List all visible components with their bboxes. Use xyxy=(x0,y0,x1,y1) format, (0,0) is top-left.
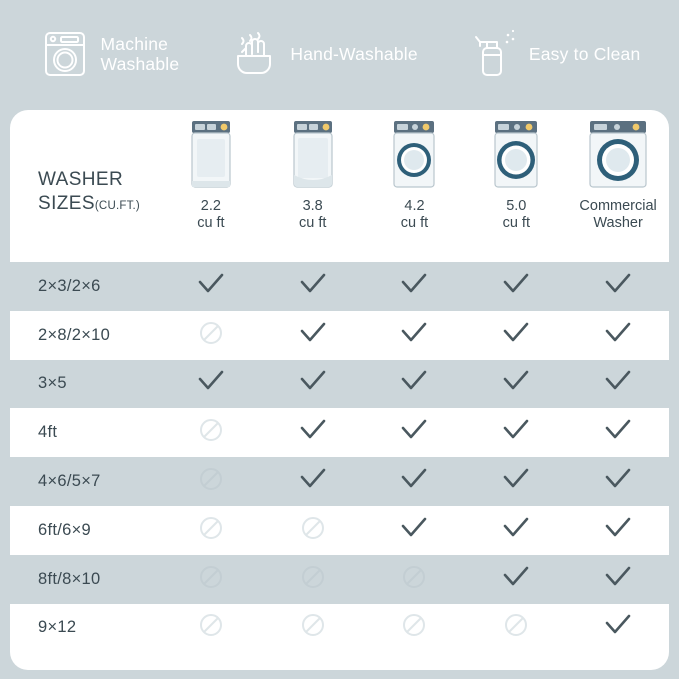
row-label: 8ft/8×10 xyxy=(38,569,101,588)
check-icon xyxy=(503,517,529,544)
no-entry-icon xyxy=(301,516,325,545)
row-cells xyxy=(160,262,669,311)
no-entry-icon xyxy=(199,321,223,350)
cell-not-available xyxy=(262,506,364,555)
feature-label: Hand-Washable xyxy=(290,43,418,64)
cell-not-available xyxy=(262,604,364,653)
check-icon xyxy=(198,370,224,397)
no-entry-icon xyxy=(301,565,325,594)
cell-check xyxy=(465,457,567,506)
column-header-label: 3.8 cu ft xyxy=(298,198,327,232)
cell-not-available xyxy=(364,604,466,653)
check-icon xyxy=(605,419,631,446)
cell-not-available xyxy=(160,604,262,653)
check-icon xyxy=(503,273,529,300)
cell-check xyxy=(364,262,466,311)
cell-check xyxy=(465,555,567,604)
check-icon xyxy=(503,370,529,397)
cell-not-available xyxy=(160,311,262,360)
cell-not-available xyxy=(465,604,567,653)
cell-check xyxy=(567,555,669,604)
row-label: 2×3/2×6 xyxy=(38,276,101,295)
table-corner-title: WASHER SIZES(CU.FT.) xyxy=(38,169,140,214)
cell-check xyxy=(567,311,669,360)
cell-check xyxy=(465,262,567,311)
spray-bottle-icon xyxy=(467,26,519,82)
row-cells xyxy=(160,555,669,604)
cell-not-available xyxy=(364,555,466,604)
cell-not-available xyxy=(262,555,364,604)
check-icon xyxy=(503,419,529,446)
cell-check xyxy=(160,360,262,409)
cell-check xyxy=(364,360,466,409)
check-icon xyxy=(300,370,326,397)
cell-check xyxy=(567,262,669,311)
cell-check xyxy=(567,506,669,555)
row-cells xyxy=(160,604,669,653)
cell-not-available xyxy=(160,408,262,457)
cell-check xyxy=(262,457,364,506)
cell-check xyxy=(364,408,466,457)
check-icon xyxy=(605,614,631,641)
cell-check xyxy=(364,457,466,506)
check-icon xyxy=(503,468,529,495)
cell-check xyxy=(160,262,262,311)
washer-size-table-card xyxy=(10,110,669,670)
no-entry-icon xyxy=(301,613,325,642)
row-cells xyxy=(160,506,669,555)
row-label: 4×6/5×7 xyxy=(38,472,101,491)
table-row xyxy=(10,262,669,311)
check-icon xyxy=(300,273,326,300)
feature-label: Machine Washable xyxy=(100,33,180,74)
top-load-washer-icon xyxy=(282,115,344,193)
check-icon xyxy=(401,419,427,446)
column-headers xyxy=(160,110,669,262)
no-entry-icon xyxy=(199,613,223,642)
check-icon xyxy=(401,468,427,495)
row-label: 4ft xyxy=(38,423,58,442)
row-label: 6ft/6×9 xyxy=(38,520,92,539)
no-entry-icon xyxy=(199,516,223,545)
cell-not-available xyxy=(160,457,262,506)
no-entry-icon xyxy=(402,565,426,594)
no-entry-icon xyxy=(402,613,426,642)
row-label: 3×5 xyxy=(38,374,67,393)
table-row xyxy=(10,408,669,457)
column-header-3-8 xyxy=(262,110,364,262)
table-header xyxy=(10,110,669,262)
cell-check xyxy=(262,360,364,409)
cell-check xyxy=(364,311,466,360)
cell-check xyxy=(262,262,364,311)
feature-easy-to-clean xyxy=(467,26,641,82)
check-icon xyxy=(401,370,427,397)
column-header-5-0 xyxy=(465,110,567,262)
cell-not-available xyxy=(160,506,262,555)
column-header-4-2 xyxy=(364,110,466,262)
check-icon xyxy=(300,419,326,446)
hand-wash-icon xyxy=(228,26,280,82)
table-row xyxy=(10,360,669,409)
cell-check xyxy=(364,506,466,555)
check-icon xyxy=(503,566,529,593)
check-icon xyxy=(605,468,631,495)
cell-check xyxy=(567,360,669,409)
row-label: 2×8/2×10 xyxy=(38,325,111,344)
cell-check xyxy=(465,506,567,555)
column-header-label: 4.2 cu ft xyxy=(400,198,429,232)
cell-check xyxy=(465,408,567,457)
commercial-washer-icon xyxy=(580,115,656,193)
check-icon xyxy=(198,273,224,300)
no-entry-icon xyxy=(504,613,528,642)
column-header-2-2 xyxy=(160,110,262,262)
table-row xyxy=(10,555,669,604)
table-row xyxy=(10,311,669,360)
check-icon xyxy=(503,322,529,349)
check-icon xyxy=(401,322,427,349)
check-icon xyxy=(605,517,631,544)
cell-check xyxy=(465,360,567,409)
table-body xyxy=(10,262,669,670)
row-cells xyxy=(160,457,669,506)
column-header-label: 2.2 cu ft xyxy=(197,198,225,232)
column-header-commercial xyxy=(567,110,669,262)
row-cells xyxy=(160,360,669,409)
cell-check xyxy=(567,457,669,506)
cell-check xyxy=(262,311,364,360)
table-row xyxy=(10,506,669,555)
column-header-label: 5.0 cu ft xyxy=(502,198,530,232)
feature-label: Easy to Clean xyxy=(528,43,641,64)
table-row xyxy=(10,604,669,653)
no-entry-icon xyxy=(199,467,223,496)
row-cells xyxy=(160,408,669,457)
top-load-washer-icon xyxy=(180,115,242,193)
check-icon xyxy=(300,468,326,495)
check-icon xyxy=(605,370,631,397)
check-icon xyxy=(300,322,326,349)
row-cells xyxy=(160,311,669,360)
washing-machine-icon xyxy=(39,26,91,82)
column-header-label: Commercial Washer xyxy=(579,198,657,232)
feature-hand-washable xyxy=(228,26,417,82)
cell-check xyxy=(465,311,567,360)
check-icon xyxy=(605,566,631,593)
check-icon xyxy=(401,273,427,300)
feature-machine-washable xyxy=(39,26,180,82)
row-label: 9×12 xyxy=(38,618,77,637)
no-entry-icon xyxy=(199,418,223,447)
table-row xyxy=(10,457,669,506)
no-entry-icon xyxy=(199,565,223,594)
feature-strip xyxy=(0,0,679,108)
front-load-washer-icon xyxy=(383,115,445,193)
cell-check xyxy=(262,408,364,457)
check-icon xyxy=(605,322,631,349)
front-load-washer-icon xyxy=(485,115,547,193)
cell-check xyxy=(567,408,669,457)
check-icon xyxy=(605,273,631,300)
cell-not-available xyxy=(160,555,262,604)
check-icon xyxy=(401,517,427,544)
cell-check xyxy=(567,604,669,653)
